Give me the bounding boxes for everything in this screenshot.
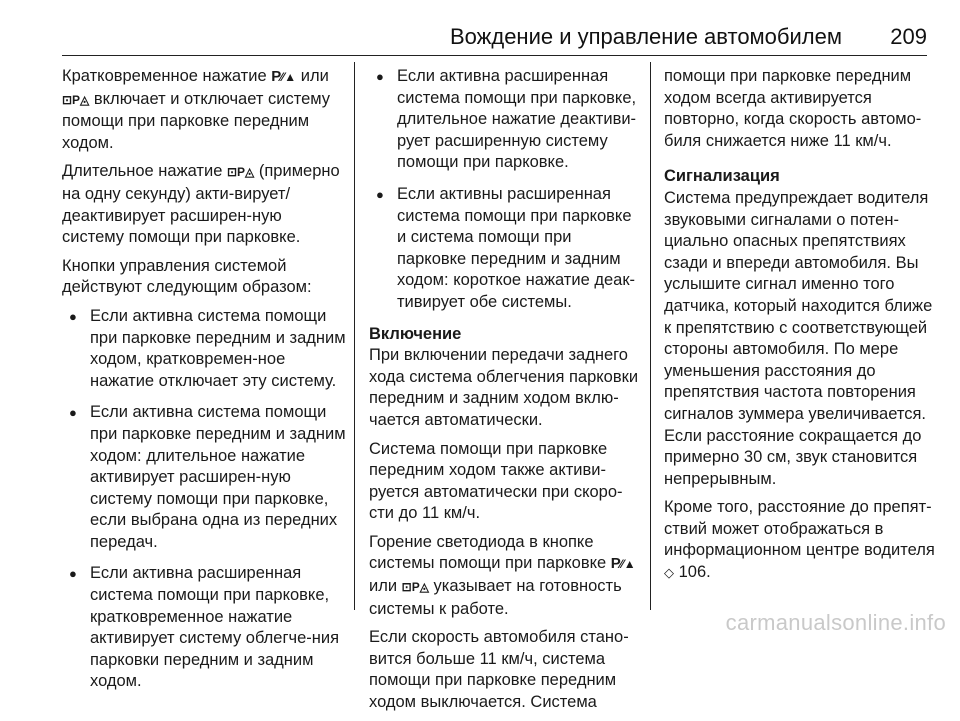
paragraph	[369, 532, 641, 620]
section-heading: Сигнализация	[664, 167, 780, 186]
column-1	[62, 66, 348, 703]
bullet-icon: ●	[376, 186, 384, 202]
bullet-icon: ●	[69, 308, 77, 324]
text: (примерно на одну секунду) акти-вирует/деактивирует расширен-ную систему помощи при парковке.	[62, 162, 340, 247]
text: Кроме того, расстояние до препят-ствий может отображаться в информационном центре водителя	[664, 498, 935, 560]
paragraph: Кнопки управления системой действуют следующим образом:	[62, 256, 312, 297]
text: Длительное нажатие	[62, 162, 223, 181]
page-header	[0, 0, 960, 62]
list-item: ● Если активна расширенная система помощи при парковке, длительное нажатие деактиви-рует расширенную систему помощи при парковке.	[376, 67, 637, 172]
bullet-list	[369, 66, 641, 314]
reference-arrow-icon: ◇	[664, 565, 674, 581]
watermark: carmanualsonline.info	[725, 610, 946, 635]
bullet-icon: ●	[69, 566, 77, 582]
text: включает и отключает систему помощи при парковке передним ходом.	[62, 89, 331, 152]
text: указывает на готовность системы к работе.	[369, 577, 622, 618]
park-assist-button-icon: P⁄⁄▲	[610, 555, 636, 573]
column-divider-1	[354, 62, 355, 610]
list-item: ● Если активна расширенная система помощи при парковке, кратковременное нажатие активирует систему облегче-ния парковки передним и задним ходом.	[69, 564, 340, 691]
paragraph	[62, 161, 348, 248]
text: Кратковременное нажатие	[62, 67, 267, 85]
front-park-assist-icon: ⊡P◬	[62, 92, 90, 107]
column-3	[664, 66, 936, 591]
text: или	[300, 67, 329, 85]
bullet-icon: ●	[69, 405, 77, 421]
park-assist-button-icon: P⁄⁄▲	[271, 68, 297, 85]
page-reference-link[interactable]: ◇ 106.	[664, 563, 711, 582]
paragraph: помощи при парковке передним ходом всегда активируется повторно, когда скорость автомо-биля снижается ниже 11 км/ч.	[664, 67, 922, 150]
list-item: ● Если активны расширенная система помощи при парковке и система помощи при парковке передним и задним ходом: короткое нажатие деак-тивирует обе системы.	[376, 184, 636, 311]
paragraph: Система помощи при парковке передним ходом также активи-руется автоматически при скоро-сти до 11 км/ч.	[369, 439, 623, 523]
list-item: ● Если активна система помощи при парковке передним и задним ходом, кратковремен-ное нажатие отключает эту систему.	[69, 306, 346, 390]
paragraph: Если скорость автомобиля стано-вится больше 11 км/ч, система помощи при парковке передним ходом выключается. Система	[369, 628, 629, 712]
section-heading: Включение	[369, 324, 462, 343]
list-item: ● Если активна система помощи при парковке передним и задним ходом: длительное нажатие активирует расширен-ную систему помощи при парковке, если выбрана одна из передних передач.	[69, 403, 346, 551]
paragraph	[62, 66, 348, 154]
page-title: Вождение и управление автомобилем	[449, 24, 842, 49]
paragraph	[664, 497, 936, 583]
text: Горение светодиода в кнопке системы помощи при парковке	[369, 532, 607, 573]
paragraph: Система предупреждает водителя звуковыми сигналами о потен-циально опасных препятствиях сзади и впереди автомобиля. Вы услышите сигнал именно того датчика, который находится ближе к препятствию с соответствующей стороны автомобиля. По мере уменьшения расстояния до препятствия частота повторения сигналов зуммера увеличивается. Если расстояние сокращается до примерно 30 см, звук становится непрерывным.	[664, 188, 933, 488]
bullet-list	[62, 306, 348, 693]
column-divider-2	[650, 62, 651, 610]
header-divider	[62, 55, 927, 56]
front-park-assist-icon: ⊡P◬	[401, 580, 429, 595]
page-number: 209	[890, 24, 927, 49]
text: или	[369, 577, 398, 596]
paragraph: При включении передачи заднего хода система облегчения парковки передним и задним ходом вклю-чается автоматически.	[369, 346, 639, 429]
front-park-assist-icon: ⊡P◬	[226, 165, 255, 180]
bullet-icon: ●	[376, 69, 384, 84]
column-2	[369, 66, 641, 721]
